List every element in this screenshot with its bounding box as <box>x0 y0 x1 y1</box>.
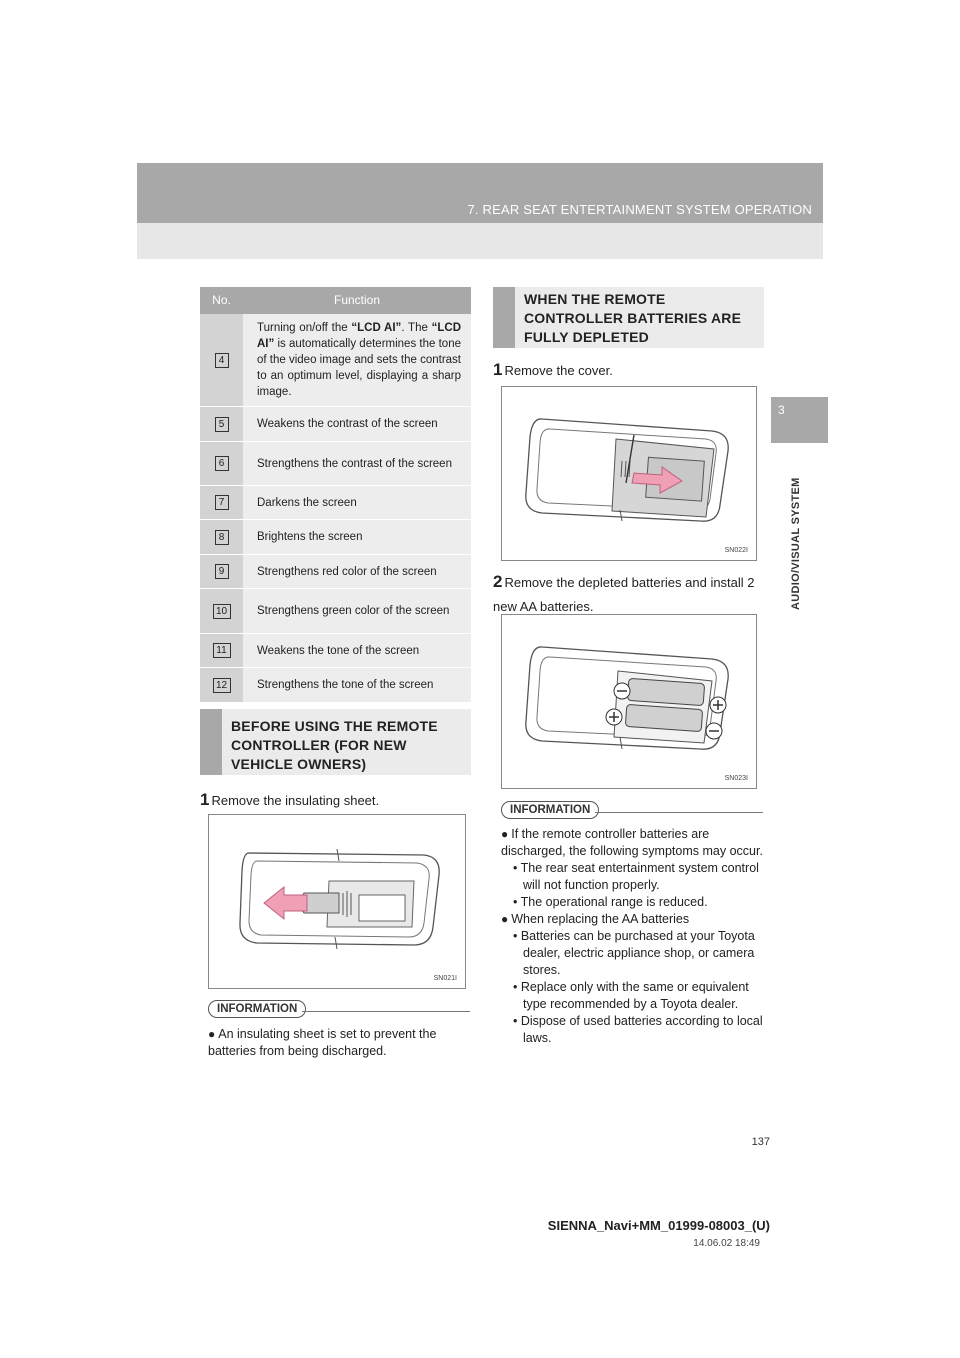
figure-remove-cover <box>501 386 757 561</box>
info-notes: ● If the remote controller batteries are discharged, the following symptoms may occur. • The rear seat entertainment system control will not function properly. • The operational range is reduced. ● When replacing the AA batteries • Batteries can be purchased at your Toyota dealer, electric appliance shop, or camera stores. • Replace only with the same or equivalent type recommended by a Toyota dealer. • Dispose of used batteries according to local laws. <box>501 827 763 1045</box>
battery-install-illustration <box>502 615 756 788</box>
remote-cover-illustration <box>502 387 756 560</box>
row-function: Weakens the contrast of the screen <box>243 407 471 441</box>
row-number: 6 <box>215 456 229 471</box>
table-row <box>200 555 471 589</box>
table-row <box>200 668 471 703</box>
page-number: 137 <box>751 1136 770 1148</box>
info-subitem: • Dispose of used batteries according to local laws. <box>513 1014 763 1045</box>
figure-code: SN023I <box>724 775 748 782</box>
column-header-function: Function <box>333 293 381 307</box>
figure-insulating-sheet <box>208 814 466 989</box>
row-number: 4 <box>215 353 229 368</box>
remote-controller-illustration <box>209 815 465 988</box>
step-remove-sheet <box>200 790 379 810</box>
figure-code: SN022I <box>724 547 748 554</box>
table-row <box>200 442 471 486</box>
info-divider <box>595 812 763 813</box>
table-row <box>200 634 471 668</box>
banner-text: BEFORE USING THE REMOTE CONTROLLER (FOR NEW VEHICLE OWNERS) <box>231 718 438 772</box>
table-row <box>200 486 471 520</box>
row-number: 7 <box>215 495 229 510</box>
bullet-icon: ● <box>501 827 509 841</box>
info-subitem: • The operational range is reduced. <box>513 895 708 909</box>
step-remove-cover <box>493 360 613 380</box>
figure-replace-batteries <box>501 614 757 789</box>
row-function: Turning on/off the “LCD AI”. The “LCD AI” is automatically determines the tone of the video image and sets the contrast to an optimum level, displaying a sharp image. <box>243 314 471 406</box>
row-function: Darkens the screen <box>243 486 471 519</box>
chapter-label: AUDIO/VISUAL SYSTEM <box>790 477 802 610</box>
info-subitem: • Replace only with the same or equivalent type recommended by a Toyota dealer. <box>513 980 749 1011</box>
row-function: Strengthens the contrast of the screen <box>243 442 471 485</box>
row-number: 10 <box>213 604 231 619</box>
banner-text: WHEN THE REMOTE CONTROLLER BATTERIES ARE FULLY DEPLETED <box>524 291 742 345</box>
row-function: Strengthens red color of the screen <box>243 555 471 588</box>
step-number: 1 <box>200 790 210 809</box>
row-number: 5 <box>215 417 229 432</box>
row-number: 9 <box>215 564 229 579</box>
step-replace-batteries <box>493 570 765 619</box>
bullet-icon: ● <box>208 1027 216 1041</box>
table-row <box>200 520 471 555</box>
step-number: 2 <box>493 572 503 591</box>
info-note: ● An insulating sheet is set to prevent the batteries from being discharged. <box>208 1027 437 1058</box>
document-code: SIENNA_Navi+MM_01999-08003_(U) <box>547 1218 770 1233</box>
table-row <box>200 407 471 442</box>
table-row <box>200 589 471 634</box>
row-function: Strengthens green color of the screen <box>243 589 471 633</box>
step-text: Remove the insulating sheet. <box>211 793 380 808</box>
info-divider <box>302 1011 470 1012</box>
table-header <box>200 287 471 314</box>
info-subitem: • The rear seat entertainment system control will not function properly. <box>513 861 759 892</box>
row-function: Brightens the screen <box>243 520 471 554</box>
bullet-icon: ● <box>501 912 509 926</box>
chapter-number: 3 <box>778 403 785 417</box>
section-banner-before-using <box>200 709 471 775</box>
info-label: INFORMATION <box>208 1000 306 1018</box>
step-number: 1 <box>493 360 503 379</box>
row-number: 11 <box>213 643 231 658</box>
info-subitem: • Batteries can be purchased at your Toyota dealer, electric appliance shop, or camera stores. <box>513 929 755 977</box>
column-header-no: No. <box>212 293 231 307</box>
step-text: Remove the cover. <box>504 363 613 378</box>
section-title: 7. REAR SEAT ENTERTAINMENT SYSTEM OPERATION <box>467 202 812 217</box>
section-banner-depleted <box>493 287 764 348</box>
info-label: INFORMATION <box>501 801 599 819</box>
row-number: 8 <box>215 530 229 545</box>
function-table <box>200 287 471 703</box>
row-function: Weakens the tone of the screen <box>243 634 471 667</box>
row-function: Strengthens the tone of the screen <box>243 668 471 702</box>
step-text: Remove the depleted batteries and install 2 new AA batteries. <box>493 575 755 614</box>
table-row <box>200 314 471 407</box>
figure-code: SN021I <box>433 975 457 982</box>
row-number: 12 <box>213 678 231 693</box>
document-timestamp: 14.06.02 18:49 <box>693 1238 760 1249</box>
